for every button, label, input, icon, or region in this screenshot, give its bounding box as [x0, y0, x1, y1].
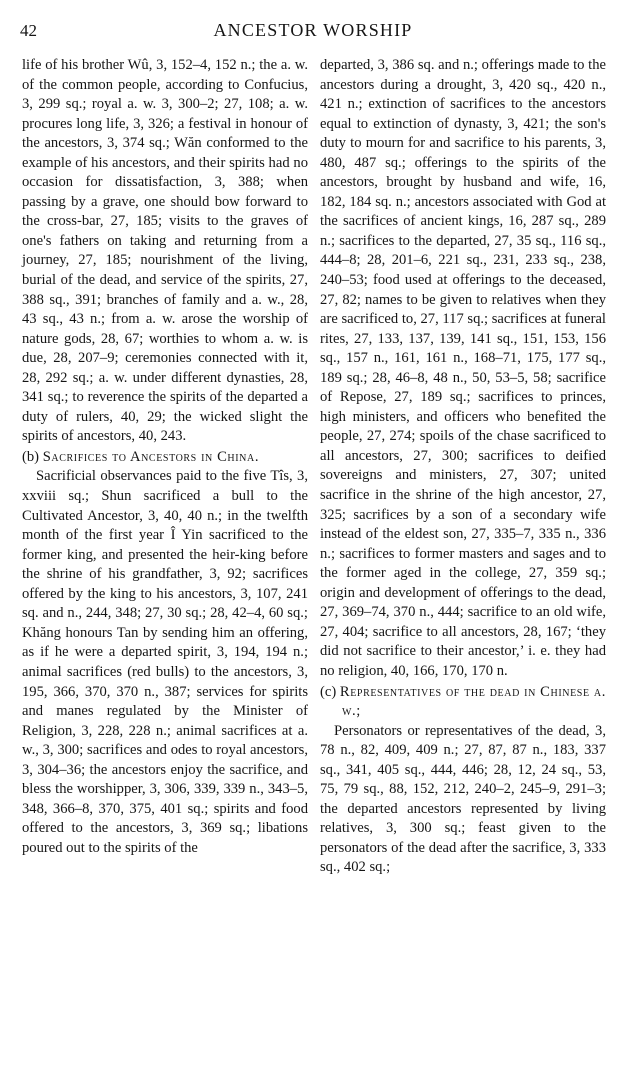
right-column [320, 56, 606, 878]
page-number: 42 [20, 21, 37, 40]
left-column-paragraph-2: Sacrificial observances paid to the five Tîs, 3, xxviii sq.; Shun sacrificed a bull to the Cultivated Ancestor, 3, 40, 40 n.; in the twelfth month of the first year Î Yin sacrificed to the former king, and presented the heir-king before the shrine of his grandfather, 3, 92; sacrifices offered by the king to his ancestors, 3, 107, 241 sq. and n., 244, 348; 27, 30 sq.; 28, 42–4, 60 sq.; Khăng honours Tan by sending him an offering, as if he were a departed spirit, 3, 194, 194 n.; animal sacrifices (red bulls) to the ancestors, 3, 195, 366, 370, 370 n., 387; services for spirits and manes regulated by the Minister of Religion, 3, 228, 228 n.; animal sacrifices at a. w., 3, 300; sacrifices and odes to royal ancestors, 3, 304–36; the ancestors enjoy the sacrifice, and bless the worshipper, 3, 306, 339, 339 n., 343–5, 348, 366–8, 370, 375, 401 sq.; spirits and food offered to the ancestors, 3, 369 sq.; libations poured out to the spirits of the [22, 468, 308, 856]
left-column-paragraph-1: life of his brother Wû, 3, 152–4, 152 n.; the a. w. of the common people, according to Confucius, 3, 299 sq.; royal a. w. 3, 300–2; 27, 108; a. w. procures long life, 3, 326; a festival in honour of the ancestors, 3, 374 sq.; Wăn conformed to the example of his ancestors, and their spirits had no occasion for dissatisfaction, 3, 388; when passing by a grave, one should bow forward to the cross-bar, 27, 185; visits to the graves of one's fathers on taking and returning from a journey, 27, 185; nourishment of the living, burial of the dead, and service of the spirits, 27, 388 sq., 391; branches of family and a. w., 28, 43 sq., 43 n.; from a. w. arose the worship of nature gods, 28, 67; worthies to whom a. w. is due, 28, 207–9; ceremonies connected with it, 28, 292 sq.; a. w. under different dynasties, 28, 341 sq.; to reverence the spirits of the departed a duty of rulers, 40, 29; the wicked slight the spirits of ancestors, 40, 243. [22, 57, 308, 445]
page-header [12, 20, 614, 48]
section-c-heading-line [320, 683, 606, 722]
section-c-label: (c) [320, 683, 337, 700]
section-b-label: (b) [22, 448, 40, 465]
right-column-paragraph-1: departed, 3, 386 sq. and n.; offerings made to the ancestors during a drought, 3, 420 sq., 420 n., 421 n.; extinction of sacrifices to the ancestors equal to extinction of dynasty, 3, 421; the son's duty to mourn for and sacrifice to his parents, 3, 480, 487 sq.; offerings to the spirits of the ancestors, brought by husband and wife, 16, 182, 184 sq. n.; ancestors associated with God at the sacrifices of ancient kings, 16, 287 sq., 289 n.; sacrifices to the departed, 27, 35 sq., 116 sq., 444–8; 28, 201–6, 221 sq., 231, 233 sq., 238, 240–53; food used at offerings to the deceased, 27, 82; names to be given to relatives when they are sacrificed to, 27, 117 sq.; sacrifices at funeral rites, 27, 133, 137, 139, 141 sq., 151, 153, 156 sq., 157 n., 161, 161 n., 168–71, 175, 177 sq., 189 sq.; 28, 46–8, 48 n., 50, 53–5, 58; sacrifice of Repose, 27, 189 sq.; sacrifices to princes, high ministers, and officers who benefited the people, 27, 274; spoils of the chase sacrificed to all ancestors, 27, 300; sacrifices to deified sovereigns and ministers, 27, 307; united sacrifice in the shrine of the high ancestor, 27, 325; sacrifices by a son of a secondary wife instead of the eldest son, 27, 335–7, 335 n., 336 n.; sacrifices to former masters and sages and to the former aged in the college, 27, 359 sq.; origin and development of offerings to the dead, 27, 369–74, 370 n., 444; sacrifice to an old wife, 27, 404; sacrifice to all ancestors, 28, 167; ‘they did not sacrifice to their ancestor,’ i. e. they had no religion, 40, 166, 170, 170 n. [320, 57, 606, 679]
left-column [22, 56, 308, 878]
index-columns [12, 56, 614, 878]
running-title: ANCESTOR WORSHIP [213, 20, 413, 40]
section-b-heading: Sacrifices to Ancestors in China. [42, 448, 260, 465]
section-b-heading-line [22, 448, 308, 468]
right-column-paragraph-2: Personators or representatives of the dead, 3, 78 n., 82, 409, 409 n.; 27, 87, 87 n., 183, 337 sq., 341, 405 sq., 444, 446; 28, 12, 24 sq., 53, 75, 79 sq., 88, 152, 212, 240–2, 245–9, 291–3; the departed ancestors represented by living relatives, 3, 300 sq.; feast given to the personators of the dead after the sacrifice, 3, 333 sq., 402 sq.; [320, 722, 606, 876]
section-c-heading: Representatives of the dead in Chinese a. w.; [339, 683, 606, 720]
